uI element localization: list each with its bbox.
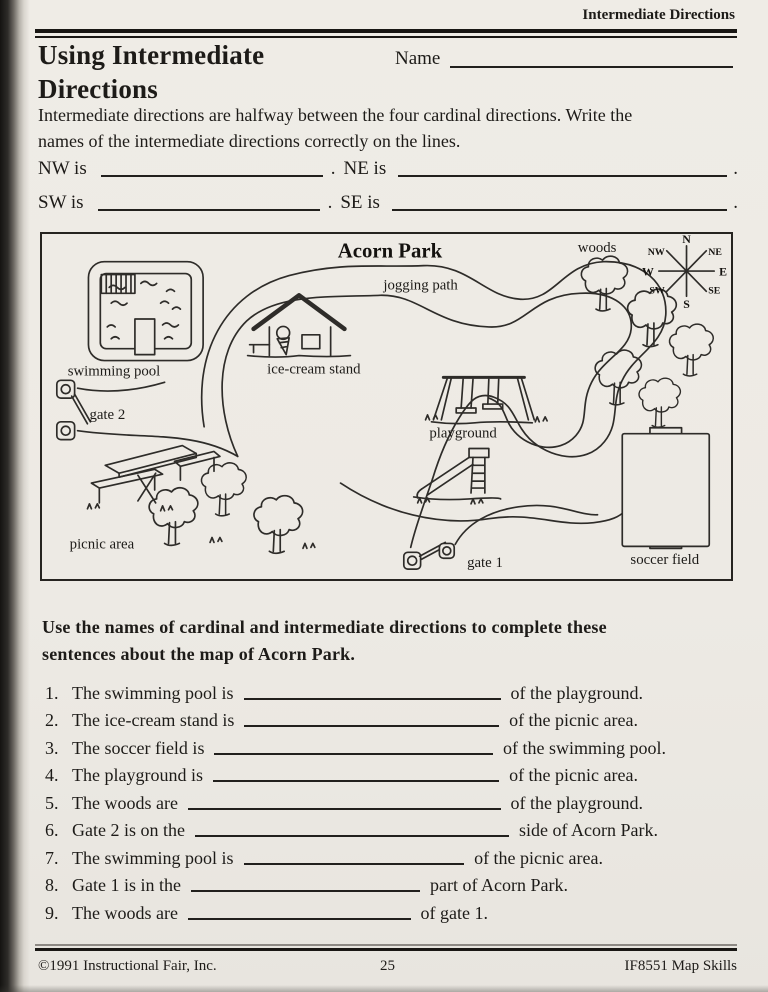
item-7-answer-line[interactable]	[244, 851, 465, 865]
exercise-item-1	[45, 676, 643, 704]
ice-cream-stand-drawing	[248, 295, 351, 357]
sw-period: .	[327, 192, 333, 213]
intro-line2: names of the intermediate directions correctly on the lines.	[38, 131, 461, 151]
exercise-list	[45, 676, 666, 924]
item-text-after: side of Acorn Park.	[519, 820, 658, 840]
item-text-after: of the playground.	[510, 792, 643, 813]
acorn-park-map	[40, 232, 733, 581]
nw-answer-line[interactable]	[101, 161, 323, 177]
page-title-line2: Directions	[38, 74, 158, 104]
footer-copyright: ©1991 Instructional Fair, Inc.	[38, 958, 217, 974]
page-title	[38, 38, 264, 106]
page-title-line1: Using Intermediate	[38, 40, 265, 70]
gate-2-label: gate 2	[89, 406, 126, 423]
gate-1-label: gate 1	[467, 555, 503, 572]
ne-label: NE is	[343, 158, 387, 179]
item-number: 2.	[45, 710, 59, 730]
exercise-instructions	[42, 614, 732, 668]
swimming-pool-drawing	[88, 262, 203, 361]
item-text-before: The woods are	[72, 792, 178, 813]
item-number: 1.	[45, 682, 59, 703]
item-text-before: The playground is	[72, 765, 203, 785]
nw-period: .	[330, 158, 336, 179]
exercise-item-4	[45, 759, 638, 787]
item-text-after: of the picnic area.	[509, 765, 638, 785]
item-text-before: The soccer field is	[72, 737, 205, 758]
intro-line1: Intermediate directions are halfway between the four cardinal directions. Write the	[38, 105, 633, 125]
picnic-table-drawing	[87, 446, 219, 511]
exercise-instructions-line2: sentences about the map of Acorn Park.	[42, 644, 356, 664]
se-period: .	[733, 192, 738, 213]
name-label: Name	[395, 48, 441, 69]
ne-answer-line[interactable]	[398, 161, 727, 177]
compass-s-label: S	[683, 297, 690, 312]
fill-in-row-sw-se	[38, 192, 738, 214]
picnic-trees-drawing	[149, 463, 315, 553]
name-row	[395, 48, 733, 70]
swimming-pool-label: swimming pool	[67, 363, 161, 380]
compass-se-label: SE	[708, 285, 721, 297]
swing-set-drawing	[426, 377, 548, 423]
scan-edge-shadow	[0, 0, 30, 992]
jogging-path-drawing	[78, 262, 666, 548]
compass-nw-label: NW	[647, 246, 665, 258]
map-drawing	[42, 234, 731, 579]
item-2-answer-line[interactable]	[244, 713, 499, 727]
item-number: 7.	[45, 847, 59, 868]
fill-in-row-nw-ne	[38, 158, 738, 180]
exercise-item-2	[45, 704, 638, 732]
item-text-after: of the picnic area.	[509, 710, 638, 730]
header-rule-thick	[35, 29, 737, 33]
sw-label: SW is	[38, 192, 84, 213]
exercise-item-7	[45, 841, 603, 869]
intro-paragraph	[38, 102, 738, 154]
item-6-answer-line[interactable]	[195, 823, 509, 837]
item-text-before: The swimming pool is	[72, 847, 234, 868]
item-text-after: part of Acorn Park.	[430, 875, 568, 895]
footer-edition: IF8551 Map Skills	[624, 958, 737, 974]
se-label: SE is	[340, 192, 380, 213]
name-answer-line[interactable]	[450, 52, 733, 68]
compass-w-label: W	[642, 264, 654, 279]
ne-period: .	[733, 158, 738, 179]
item-number: 5.	[45, 792, 59, 813]
item-text-after: of gate 1.	[420, 902, 488, 923]
item-4-answer-line[interactable]	[213, 768, 499, 782]
page-header-label: Intermediate Directions	[582, 7, 735, 23]
item-number: 3.	[45, 737, 59, 758]
exercise-item-6	[45, 814, 658, 842]
scan-bottom-shadow	[0, 985, 768, 992]
exercise-item-8	[45, 869, 568, 897]
item-number: 4.	[45, 765, 59, 785]
item-number: 6.	[45, 820, 59, 840]
item-8-answer-line[interactable]	[191, 878, 420, 892]
item-text-before: The ice-cream stand is	[72, 710, 235, 730]
item-text-before: The swimming pool is	[72, 682, 234, 703]
soccer-field-label: soccer field	[630, 552, 700, 569]
item-9-answer-line[interactable]	[188, 906, 411, 920]
se-answer-line[interactable]	[392, 195, 727, 211]
picnic-area-label: picnic area	[69, 536, 135, 553]
footer-rule-thin	[35, 944, 737, 946]
ice-cream-stand-label: ice-cream stand	[267, 361, 361, 378]
item-1-answer-line[interactable]	[244, 686, 501, 700]
item-number: 8.	[45, 875, 59, 895]
item-text-after: of the picnic area.	[474, 847, 603, 868]
nw-label: NW is	[38, 158, 87, 179]
sw-answer-line[interactable]	[98, 195, 320, 211]
item-number: 9.	[45, 902, 59, 923]
item-5-answer-line[interactable]	[188, 796, 501, 810]
map-title: Acorn Park	[337, 240, 443, 263]
exercise-item-3	[45, 731, 666, 759]
compass-n-label: N	[682, 234, 691, 246]
footer-page-number: 25	[380, 958, 395, 974]
playground-label: playground	[429, 425, 497, 442]
item-text-after: of the swimming pool.	[503, 737, 666, 758]
item-text-before: The woods are	[72, 902, 178, 923]
item-3-answer-line[interactable]	[214, 741, 493, 755]
jogging-path-label: jogging path	[383, 277, 458, 294]
compass-e-label: E	[719, 264, 728, 279]
compass-ne-label: NE	[708, 246, 722, 258]
item-text-after: of the playground.	[510, 682, 643, 703]
soccer-field-drawing	[622, 428, 709, 549]
compass-sw-label: SW	[649, 285, 665, 297]
exercise-item-9	[45, 896, 488, 924]
woods-trees-drawing	[581, 256, 713, 461]
compass-rose	[659, 246, 714, 296]
exercise-item-5	[45, 786, 643, 814]
item-text-before: Gate 2 is on the	[72, 820, 185, 840]
exercise-instructions-line1: Use the names of cardinal and intermediate directions to complete these	[42, 617, 607, 637]
item-text-before: Gate 1 is in the	[72, 875, 181, 895]
woods-label: woods	[577, 239, 617, 256]
footer-rule-thick	[35, 948, 737, 951]
